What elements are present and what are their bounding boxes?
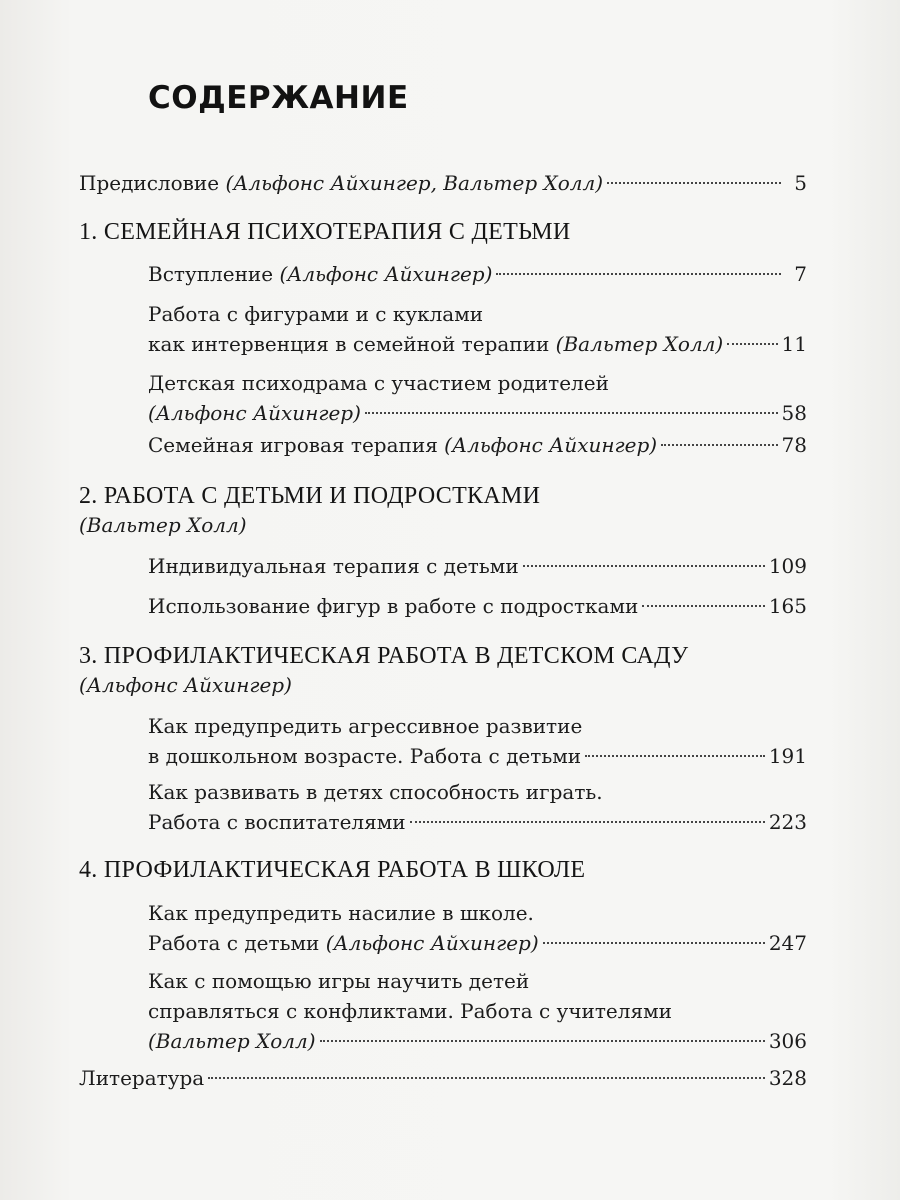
toc-entry: Как с помощью игры научить детей справляться с конфликтами. Работа с учителями (Вальтер Холл) 306 <box>0 966 900 1056</box>
toc-entry: Вступление (Альфонс Айхингер) 7 <box>0 259 900 289</box>
toc-entry-author: (Альфонс Айхингер) <box>148 401 361 425</box>
chapter-author: (Вальтер Холл) <box>79 513 247 537</box>
dot-leader <box>661 444 777 446</box>
toc-page-number: 109 <box>768 554 807 578</box>
toc-page-number: 247 <box>768 931 807 955</box>
toc-entry: Как предупредить агрессивное развитие в дошкольном возрасте. Работа с детьми 191 <box>0 711 900 771</box>
toc-entry-author: (Альфонс Айхингер) <box>279 262 493 286</box>
toc-entry-author: (Альфонс Айхингер, Вальтер Холл) <box>225 171 604 195</box>
toc-entry: Как предупредить насилие в школе. Работа с детьми (Альфонс Айхингер) 247 <box>0 898 900 958</box>
toc-entry: Работа с фигурами и с куклами как интервенция в семейной терапии (Вальтер Холл) 11 <box>0 299 900 359</box>
toc-entry-label: Предисловие <box>79 171 220 195</box>
chapter-title: 4. ПРОФИЛАКТИЧЕСКАЯ РАБОТА В ШКОЛЕ <box>79 857 586 883</box>
toc-entry: Семейная игровая терапия (Альфонс Айхингер) 78 <box>0 430 900 460</box>
dot-leader <box>543 942 765 944</box>
dot-leader <box>410 821 765 823</box>
toc-page-number: 11 <box>781 332 807 356</box>
chapter-author: (Альфонс Айхингер) <box>79 673 292 697</box>
toc-entry-author: (Альфонс Айхингер) <box>325 931 539 955</box>
toc-page-number: 165 <box>768 594 807 618</box>
dot-leader <box>523 565 765 567</box>
toc-entry-author: (Альфонс Айхингер) <box>444 433 658 457</box>
chapter-title: 1. СЕМЕЙНАЯ ПСИХОТЕРАПИЯ С ДЕТЬМИ <box>79 219 571 245</box>
dot-leader <box>642 605 764 607</box>
toc-entry-author: (Вальтер Холл) <box>148 1029 316 1053</box>
page-title: СОДЕРЖАНИЕ <box>148 80 409 116</box>
toc-entry-label: Литература <box>79 1066 205 1090</box>
toc-page-number: 191 <box>768 744 807 768</box>
toc-entry: Индивидуальная терапия с детьми 109 <box>0 551 900 581</box>
toc-page-number: 223 <box>768 810 807 834</box>
chapter-title: 2. РАБОТА С ДЕТЬМИ И ПОДРОСТКАМИ <box>79 483 541 509</box>
dot-leader <box>727 343 777 345</box>
toc-page-number: 328 <box>768 1066 807 1090</box>
toc-entry-author: (Вальтер Холл) <box>555 332 724 356</box>
toc-entry: Использование фигур в работе с подростками 165 <box>0 591 900 621</box>
dot-leader <box>365 412 778 414</box>
toc-page-number: 306 <box>768 1029 807 1053</box>
toc-entry-literature <box>0 1063 900 1093</box>
dot-leader <box>496 273 781 275</box>
dot-leader <box>208 1077 765 1079</box>
toc-entry-preface <box>0 168 900 198</box>
dot-leader <box>607 182 781 184</box>
dot-leader <box>320 1040 765 1042</box>
toc-page-number: 5 <box>794 171 807 195</box>
toc-page-number: 58 <box>781 401 807 425</box>
toc-page-number: 78 <box>781 433 807 457</box>
dot-leader <box>585 755 765 757</box>
chapter-title: 3. ПРОФИЛАКТИЧЕСКАЯ РАБОТА В ДЕТСКОМ САДУ <box>79 643 689 669</box>
toc-entry: Детская психодрама с участием родителей (Альфонс Айхингер) 58 <box>0 368 900 428</box>
toc-entry: Как развивать в детях способность играть. Работа с воспитателями 223 <box>0 777 900 837</box>
toc-page-number: 7 <box>794 262 807 286</box>
